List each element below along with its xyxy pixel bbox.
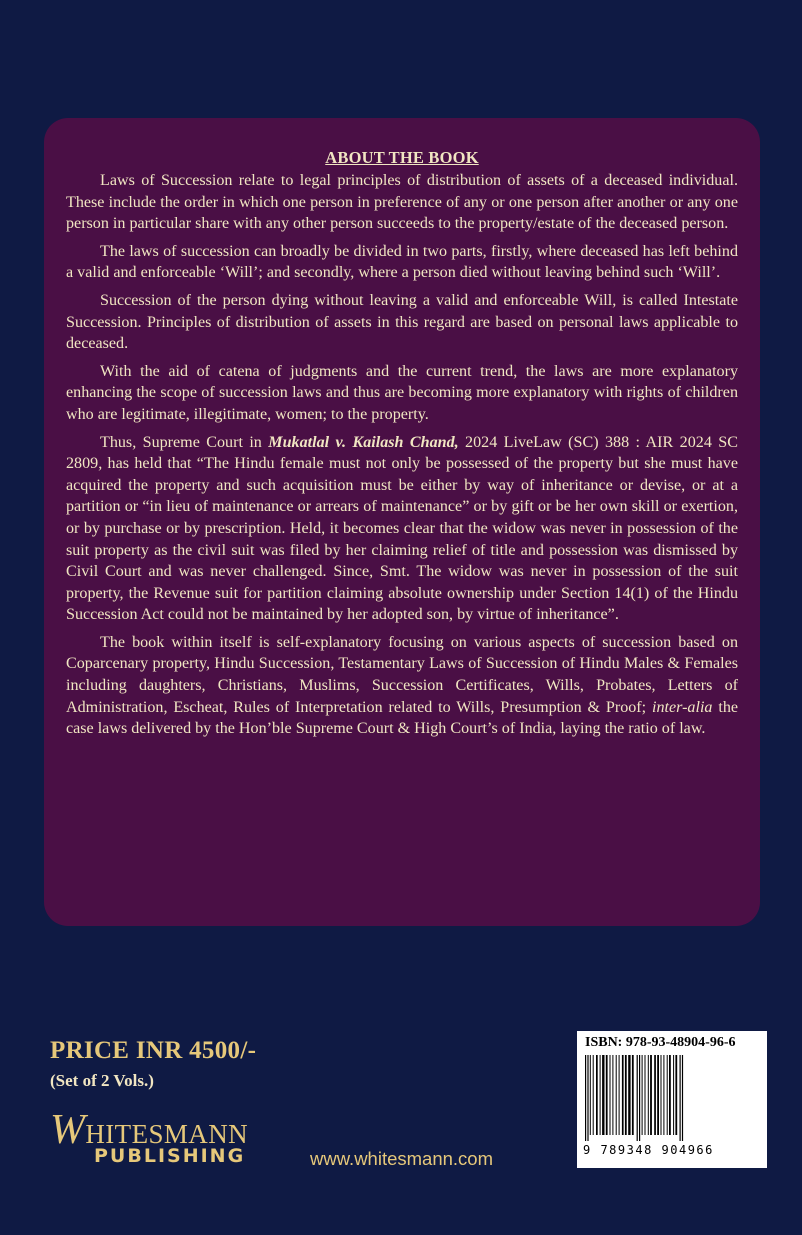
paragraph-6-body: the case laws delivered by the Hon’ble Supreme Court & High Court’s of India, laying the ratio of law.: [66, 698, 739, 738]
barcode-bar: [602, 1055, 604, 1135]
about-the-book-panel: [44, 118, 760, 926]
barcode-bar: [596, 1055, 598, 1135]
logo-rest: HITESMANN: [85, 1119, 248, 1149]
about-heading: ABOUT THE BOOK: [325, 148, 479, 167]
barcode-bar: [663, 1055, 664, 1135]
logo-initial: W: [50, 1107, 86, 1153]
barcode-bar: [648, 1055, 649, 1135]
publisher-logo: [50, 1107, 270, 1172]
barcode-bar: [612, 1055, 613, 1135]
barcode-digits: 9 789348 904966: [583, 1143, 714, 1157]
about-paragraph-4: With the aid of catena of judgments and the current trend, the laws are more explanatory enhancing the scope of succession laws and thus are becoming more explanatory with rights of children who are legitimate, illegitimate, women; to the property.: [66, 362, 738, 423]
barcode-bar: [673, 1055, 674, 1135]
inter-alia-text: inter-alia: [652, 698, 713, 716]
barcode-bar: [625, 1055, 627, 1135]
barcode-bar: [616, 1055, 617, 1135]
barcode-bar: [587, 1055, 588, 1141]
barcode-bar: [600, 1055, 601, 1135]
barcode-bar: [610, 1055, 611, 1135]
barcode-bar: [682, 1055, 683, 1141]
barcode-bar: [632, 1055, 634, 1135]
about-paragraph-6: [66, 632, 738, 740]
barcode-bar: [628, 1055, 630, 1135]
barcode-bar: [642, 1055, 643, 1135]
barcode-bar: [639, 1055, 640, 1141]
barcode-bar: [619, 1055, 620, 1135]
isbn-barcode-box: [577, 1031, 767, 1168]
paragraph-5-intro: Thus, Supreme Court in: [100, 433, 269, 451]
barcode-bar: [637, 1055, 638, 1141]
barcode-bar: [645, 1055, 646, 1135]
barcode-bar: [593, 1055, 594, 1135]
barcode-bar: [657, 1055, 659, 1135]
paragraph-5-body: 2024 LiveLaw (SC) 388 : AIR 2024 SC 2809, has held that “The Hindu female must not only be possessed of the property but she must have acquired the property and such acquisition must be either by way of inheritance or devise, or at a partition or “in lieu of maintenance or arrears of maintenance” or by gift or be her own skill or exertion, or by purchase or by prescription. Held, it becomes clear that the widow was never in possession of the suit property as the civil suit was filed by her claiming relief of title and possession was dismissed by Civil Court and was never challenged. Since, Smt. The widow was never in possession of the suit property, the Revenue suit for partition claiming absolute ownership under Section 14(1) of the Hindu Succession Act could not be maintained by her adopted son, by virtue of inheritance”.: [66, 433, 738, 624]
barcode-bar: [680, 1055, 681, 1141]
price-label: PRICE INR 4500/-: [50, 1037, 257, 1064]
case-citation: Mukatlal v. Kailash Chand,: [268, 433, 459, 451]
barcode-bar: [590, 1055, 591, 1135]
website-url: www.whitesmann.com: [310, 1148, 494, 1169]
barcode-bar: [669, 1055, 671, 1135]
barcode-bar: [661, 1055, 662, 1135]
barcode-bar: [622, 1055, 624, 1135]
logo-subtitle: PUBLISHING: [94, 1145, 246, 1167]
paragraph-6-intro: The book within itself is self-explanatory focusing on various aspects of succession based on Coparcenary property, Hindu Succession, Testamentary Laws of Succession of Hindu Males & Females including daughters, Christians, Muslims, Succession Certificates, Wills, Probates, Letters of Administration, Escheat, Rules of Interpretation related to Wills, Presumption & Proof;: [66, 633, 738, 716]
isbn-label: ISBN: 978-93-48904-96-6: [585, 1035, 736, 1050]
barcode: [583, 1055, 759, 1141]
barcode-bar: [606, 1055, 608, 1135]
about-paragraph-2: The laws of succession can broadly be divided in two parts, firstly, where deceased has left behind a valid and enforceable ‘Will’; and secondly, where a person died without leaving behind such ‘Will’.: [66, 242, 738, 282]
barcode-bar: [667, 1055, 668, 1135]
set-label: (Set of 2 Vols.): [50, 1071, 154, 1090]
about-paragraph-1: Laws of Succession relate to legal principles of distribution of assets of a deceased individual. These include the order in which one person in preference of any or one person after another or any one person in particular share with any other person succeeds to the property/estate of the deceased person.: [66, 172, 738, 233]
barcode-bar: [675, 1055, 677, 1135]
barcode-bar: [585, 1055, 586, 1141]
about-paragraph-5: [66, 432, 738, 626]
about-paragraph-3: Succession of the person dying without leaving a valid and enforceable Will, is called Intestate Succession. Principles of distribution of assets in this regard are based on personal laws applicable to deceased.: [66, 291, 738, 353]
barcode-bar: [650, 1055, 652, 1135]
barcode-bar: [654, 1055, 656, 1135]
